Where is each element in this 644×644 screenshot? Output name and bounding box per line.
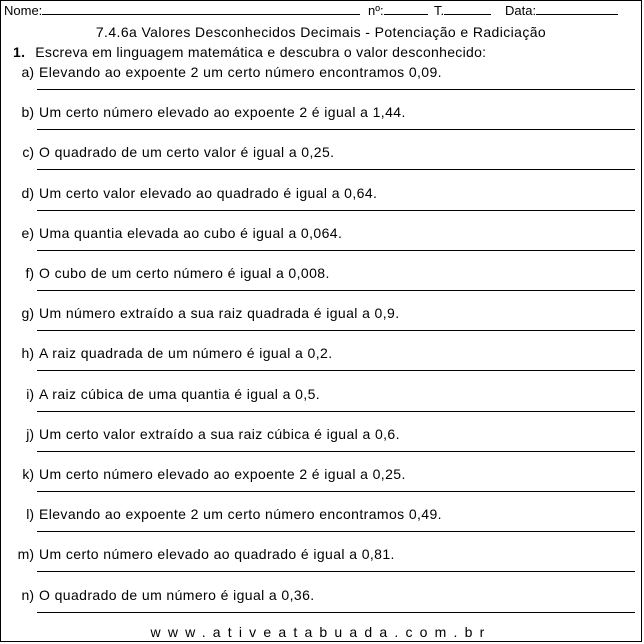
question-item — [1, 225, 641, 265]
question-item — [1, 185, 641, 225]
answer-line[interactable] — [37, 531, 635, 532]
date-blank[interactable] — [536, 1, 618, 15]
answer-line[interactable] — [37, 89, 635, 90]
question-text: Um certo número elevado ao quadrado é igual a 0,81. — [39, 546, 395, 563]
question-item — [1, 265, 641, 305]
question-label: k) — [22, 466, 34, 482]
question-item — [1, 345, 641, 385]
question-text: Um número extraído a sua raiz quadrada é igual a 0,9. — [39, 305, 400, 322]
answer-line[interactable] — [37, 411, 635, 412]
question-label: a) — [21, 64, 34, 80]
number-blank[interactable] — [384, 1, 428, 15]
question-text: Elevando ao expoente 2 um certo número encontramos 0,49. — [39, 506, 442, 523]
number-label: nº: — [368, 3, 384, 18]
question-item — [1, 587, 641, 627]
exercise-instruction — [13, 44, 486, 60]
question-label: c) — [22, 144, 34, 161]
question-text: Um certo número elevado ao expoente 2 é igual a 1,44. — [39, 104, 406, 121]
website-footer: www.ativeatabuada.com.br — [150, 624, 492, 640]
answer-line[interactable] — [37, 370, 635, 371]
answer-line[interactable] — [37, 210, 635, 211]
question-label: n) — [21, 586, 34, 603]
answer-line[interactable] — [37, 571, 635, 572]
question-label: f) — [25, 265, 34, 281]
question-item — [1, 64, 641, 104]
question-item — [1, 426, 641, 466]
class-label: T. — [434, 3, 445, 18]
question-text: Um certo número elevado ao expoente 2 é igual a 0,25. — [39, 466, 406, 482]
answer-line[interactable] — [37, 250, 635, 251]
number-field[interactable] — [368, 1, 428, 21]
student-info-header — [1, 1, 641, 21]
date-field[interactable] — [505, 1, 618, 21]
answer-line[interactable] — [37, 491, 635, 492]
answer-line[interactable] — [37, 169, 635, 170]
exercise-number: 1. — [13, 44, 26, 60]
question-label: l) — [26, 506, 34, 523]
question-text: Elevando ao expoente 2 um certo número encontramos 0,09. — [39, 64, 442, 80]
question-item — [1, 144, 641, 184]
date-label: Data: — [505, 3, 537, 18]
question-label: d) — [21, 184, 34, 201]
question-label: e) — [21, 224, 34, 241]
answer-line[interactable] — [37, 129, 635, 130]
question-text: O quadrado de um número é igual a 0,36. — [39, 586, 315, 603]
question-label: i) — [26, 385, 34, 402]
class-blank[interactable] — [444, 1, 491, 15]
name-label: Nome: — [4, 3, 43, 18]
question-item — [1, 506, 641, 546]
question-label: j) — [26, 425, 34, 442]
question-label: b) — [21, 104, 34, 121]
answer-line[interactable] — [37, 451, 635, 452]
worksheet-title: 7.4.6a Valores Desconhecidos Decimais - Potenciação e Radiciação — [95, 24, 547, 40]
question-text: Uma quantia elevada ao cubo é igual a 0,064. — [39, 224, 343, 241]
question-text: O cubo de um certo número é igual a 0,008. — [39, 265, 330, 281]
name-blank[interactable] — [42, 1, 360, 15]
question-text: A raiz quadrada de um número é igual a 0,2. — [39, 345, 333, 362]
answer-line[interactable] — [37, 290, 635, 291]
question-label: m) — [17, 546, 34, 563]
question-item — [1, 305, 641, 345]
instruction-text: Escreva em linguagem matemática e descubra o valor desconhecido: — [35, 44, 487, 60]
question-item — [1, 546, 641, 586]
answer-line[interactable] — [37, 612, 635, 613]
name-field[interactable] — [4, 1, 360, 21]
question-item — [1, 104, 641, 144]
question-text: A raiz cúbica de uma quantia é igual a 0,5. — [39, 385, 321, 402]
question-label: g) — [21, 305, 34, 322]
question-text: Um certo valor elevado ao quadrado é igual a 0,64. — [39, 184, 378, 201]
question-label: h) — [21, 345, 34, 362]
question-item — [1, 386, 641, 426]
question-item — [1, 466, 641, 506]
question-text: O quadrado de um certo valor é igual a 0,25. — [39, 144, 335, 161]
answer-line[interactable] — [37, 330, 635, 331]
class-field[interactable] — [434, 1, 491, 21]
question-text: Um certo valor extraído a sua raiz cúbica é igual a 0,6. — [39, 425, 400, 442]
